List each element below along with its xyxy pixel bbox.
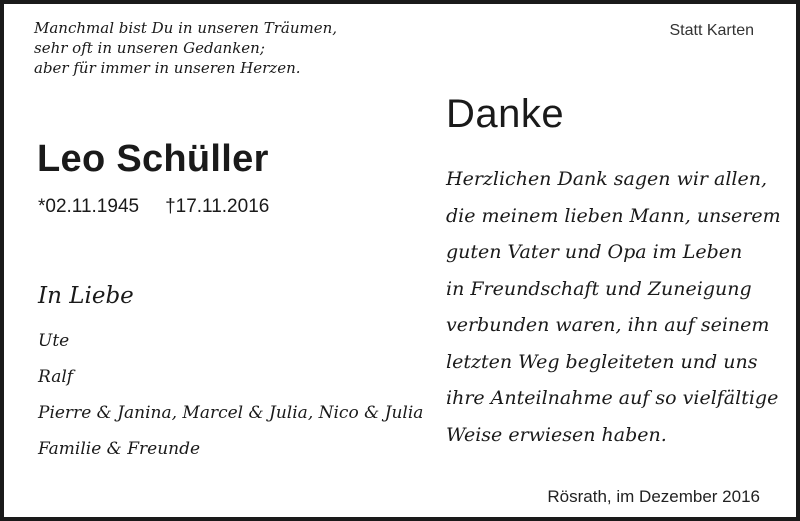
danke-title: Danke — [446, 92, 565, 136]
thanks-text — [446, 161, 781, 453]
deceased-name: Leo Schüller — [37, 138, 269, 180]
poem-line: sehr oft in unseren Gedanken; — [34, 39, 265, 57]
mourners-list — [38, 323, 423, 467]
poem-line: Manchmal bist Du in unseren Träumen, — [34, 19, 338, 37]
poem-verse — [34, 18, 337, 78]
thanks-line: Herzlichen Dank sagen wir allen, — [446, 168, 768, 190]
thanks-line: verbunden waren, ihn auf seinem — [446, 314, 770, 336]
statt-karten-label: Statt Karten — [669, 22, 754, 39]
mourner-line: Ute — [38, 331, 70, 351]
birth-date: *02.11.1945 — [38, 196, 140, 217]
mourner-line: Pierre & Janina, Marcel & Julia, Nico & Julia — [38, 403, 424, 423]
place-and-date: Rösrath, im Dezember 2016 — [547, 487, 760, 506]
thanks-line: ihre Anteilnahme auf so vielfältige — [446, 387, 779, 409]
thanks-line: die meinem lieben Mann, unserem — [446, 204, 781, 227]
in-liebe-heading: In Liebe — [38, 283, 134, 309]
life-dates — [38, 196, 269, 218]
mourner-line: Ralf — [38, 367, 74, 387]
thanks-line: letzten Weg begleiteten und uns — [446, 350, 758, 373]
poem-line: aber für immer in unseren Herzen. — [34, 59, 301, 77]
thanks-line: Weise erwiesen haben. — [446, 423, 667, 446]
death-date: †17.11.2016 — [165, 196, 270, 217]
mourner-line: Familie & Freunde — [38, 439, 201, 459]
thanks-line: in Freundschaft und Zuneigung — [446, 277, 752, 300]
thanks-line: guten Vater und Opa im Leben — [446, 241, 743, 263]
